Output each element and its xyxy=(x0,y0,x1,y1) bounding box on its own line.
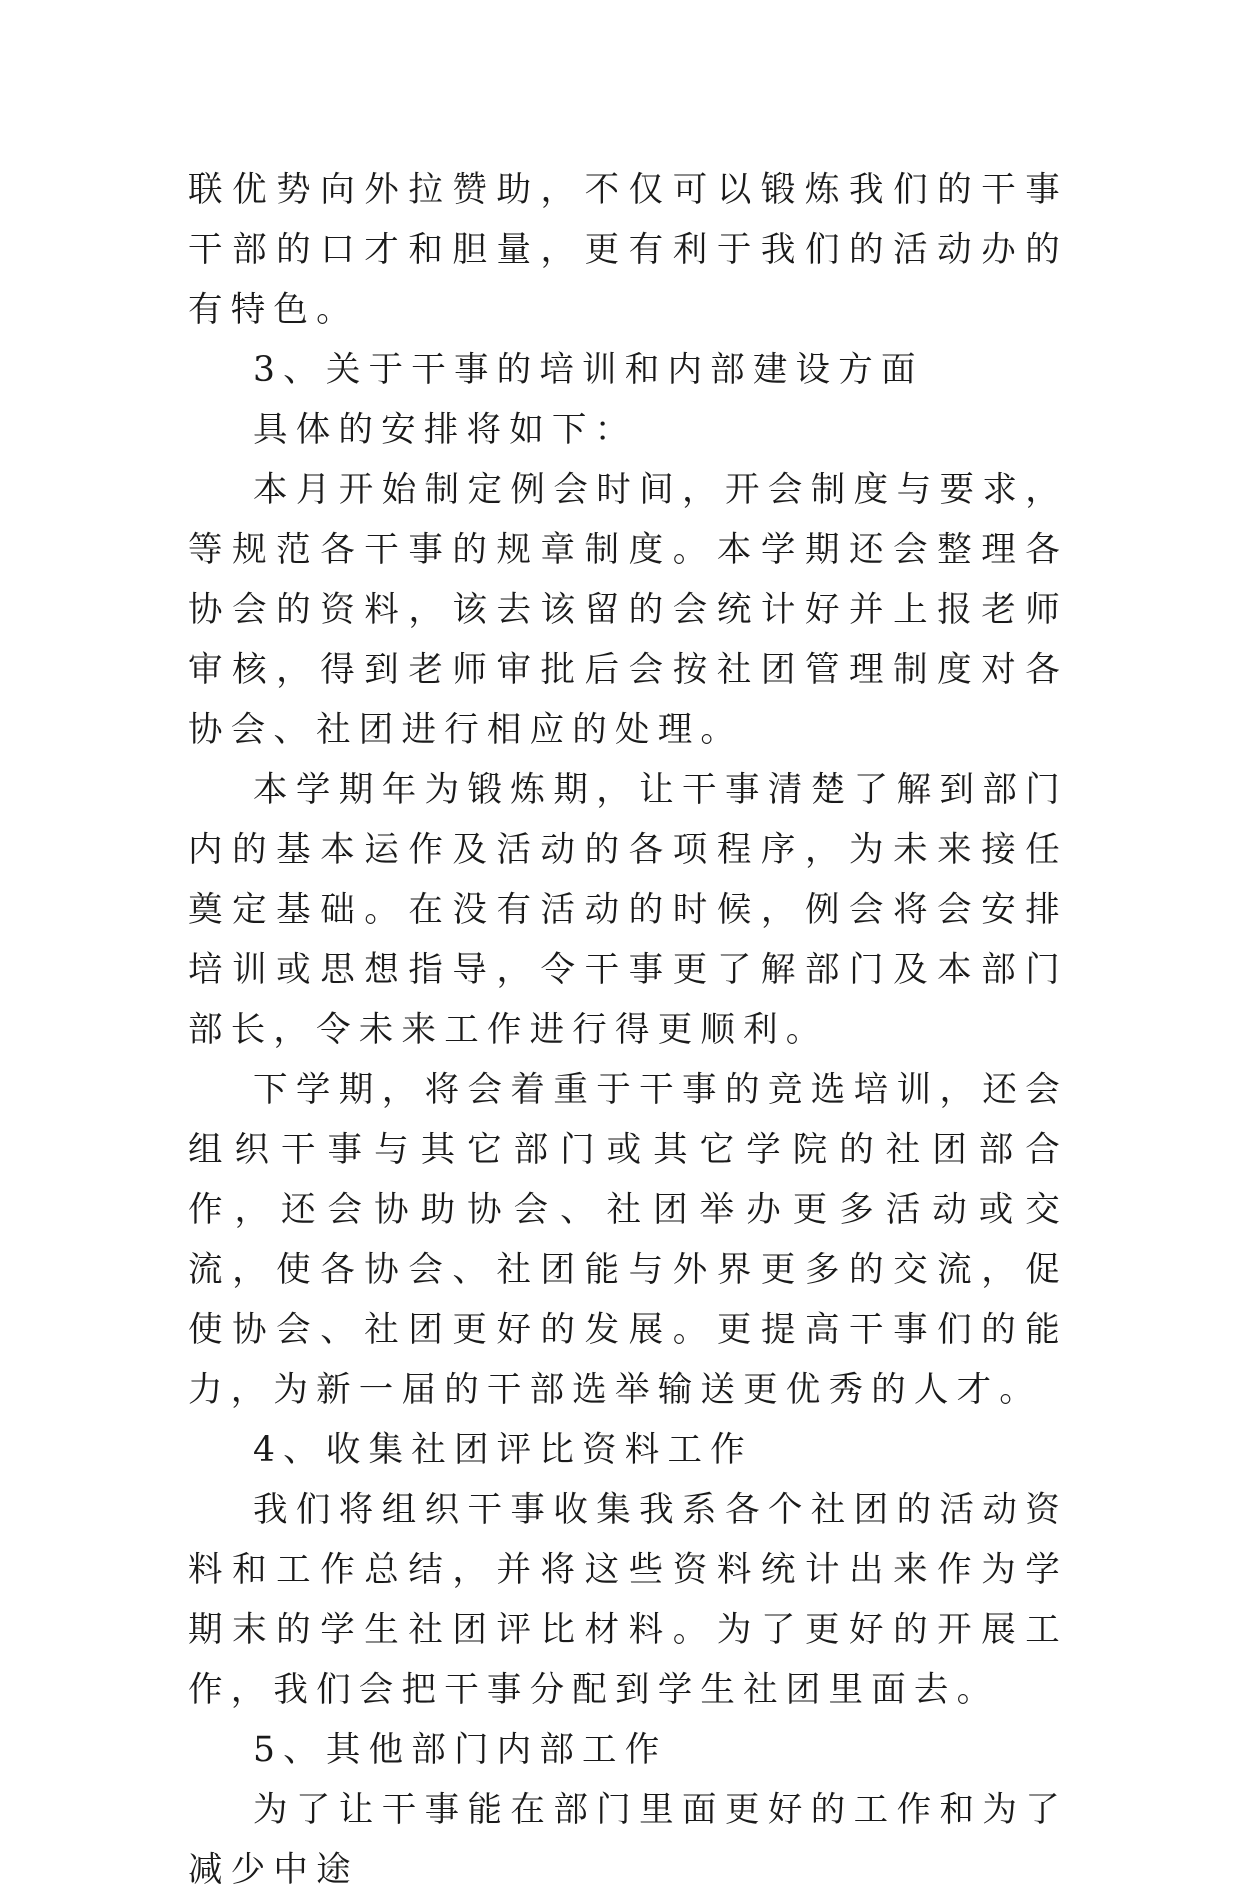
section-heading-4: 4、收集社团评比资料工作 xyxy=(253,1430,753,1470)
paragraph-collect-materials: 我们将组织干事收集我系各个社团的活动资料和工作总结，并将这些资料统计出来作为学期末的学生社团评比材料。为了更好的开展工作，我们会把干事分配到学生社团里面去。 xyxy=(188,1490,1068,1710)
paragraph-training-period: 本学期年为锻炼期，让干事清楚了解到部门内的基本运作及活动的各项程序，为未来接任奠定基础。在没有活动的时候，例会将会安排培训或思想指导，令干事更了解部门及本部门部长，令未来工作进行得更顺利。 xyxy=(188,770,1068,1050)
paragraph-next-semester: 下学期，将会着重于干事的竞选培训，还会组织干事与其它部门或其它学院的社团部合作，还会协助协会、社团举办更多活动或交流，使各协会、社团能与外界更多的交流，促使协会、社团更好的发展。更提高干事们的能力，为新一届的干部选举输送更优秀的人才。 xyxy=(188,1070,1068,1410)
paragraph-internal-work: 为了让干事能在部门里面更好的工作和为了减少中途 xyxy=(188,1790,1068,1890)
paragraph-arrangement-intro: 具体的安排将如下： xyxy=(253,410,638,450)
section-heading-3: 3、关于干事的培训和内部建设方面 xyxy=(253,350,924,390)
document-body xyxy=(188,160,1068,1900)
section-heading-5: 5、其他部门内部工作 xyxy=(253,1730,668,1770)
continuation-paragraph: 联优势向外拉赞助，不仅可以锻炼我们的干事干部的口才和胆量，更有利于我们的活动办的有特色。 xyxy=(188,170,1068,330)
paragraph-meeting-rules: 本月开始制定例会时间，开会制度与要求，等规范各干事的规章制度。本学期还会整理各协会的资料，该去该留的会统计好并上报老师审核，得到老师审批后会按社团管理制度对各协会、社团进行相应的处理。 xyxy=(188,470,1068,750)
